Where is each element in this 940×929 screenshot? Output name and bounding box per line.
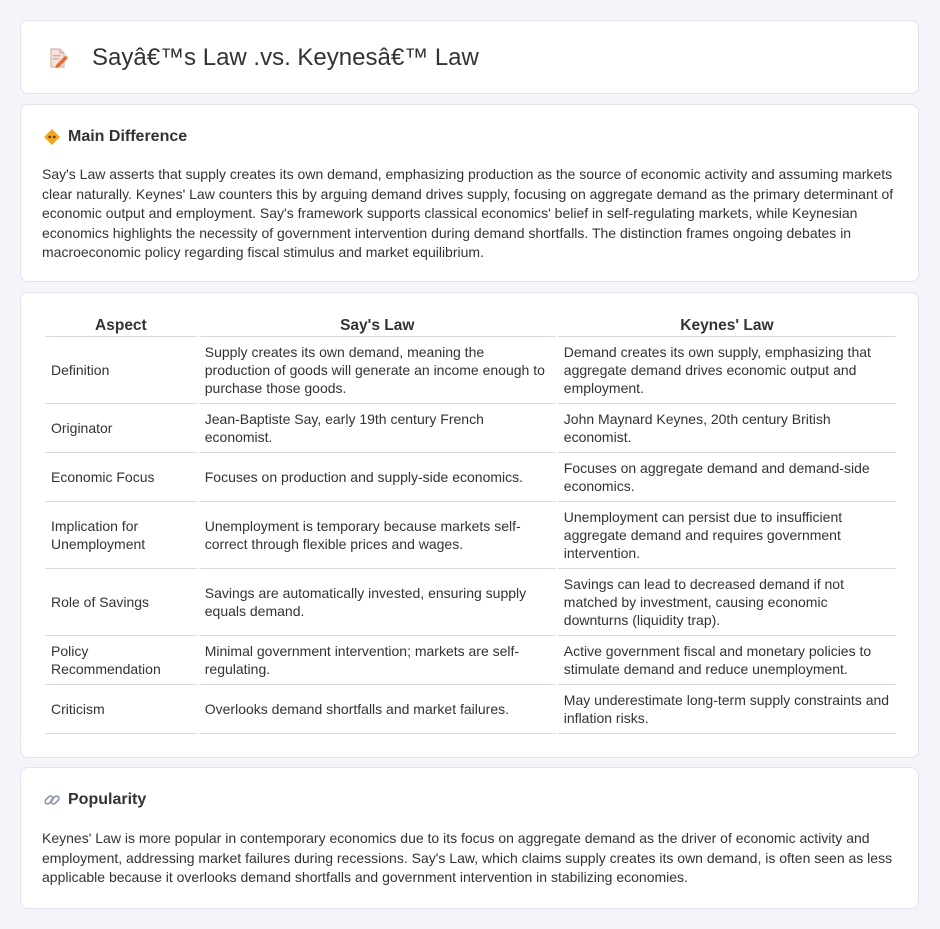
keynes-law-cell: Savings can lead to decreased demand if not matched by investment, causing economic downturns (liquidity trap). xyxy=(558,569,896,636)
aspect-cell: Policy Recommendation xyxy=(45,636,197,685)
header-says-law: Say's Law xyxy=(199,315,556,337)
table-row xyxy=(45,569,896,636)
aspect-cell: Originator xyxy=(45,404,197,453)
keynes-law-cell: May underestimate long-term supply constraints and inflation risks. xyxy=(558,685,896,734)
table-row xyxy=(45,337,896,404)
keynes-law-cell: Unemployment can persist due to insufficient aggregate demand and requires government intervention. xyxy=(558,502,896,569)
aspect-cell: Definition xyxy=(45,337,197,404)
main-difference-heading: Main Difference xyxy=(68,128,188,145)
table-row xyxy=(45,502,896,569)
popularity-header xyxy=(43,790,146,810)
aspect-cell: Role of Savings xyxy=(45,569,197,636)
main-difference-text: Say's Law asserts that supply creates its own demand, emphasizing production as the source of economic activity and assuming markets clear naturally. Keynes' Law counters this by arguing demand drives supply, focusing on aggregate demand as the primary determinant of economic output and employment. Say's framework supports classical economics' belief in self-regulating markets, while Keynesian economics highlights the necessity of government intervention during demand shortfalls. The distinction frames ongoing debates in macroeconomic policy regarding fiscal stimulus and market equilibrium. xyxy=(42,166,894,260)
page-title: Sayâ€™s Law .vs. Keynesâ€™ Law xyxy=(92,44,479,71)
popularity-heading: Popularity xyxy=(68,791,147,808)
table-row xyxy=(45,404,896,453)
says-law-cell: Focuses on production and supply-side economics. xyxy=(199,453,556,502)
says-law-cell: Minimal government intervention; markets are self-regulating. xyxy=(199,636,556,685)
says-law-cell: Jean-Baptiste Say, early 19th century French economist. xyxy=(199,404,556,453)
main-difference-header xyxy=(43,127,187,147)
diamond-icon xyxy=(43,128,61,146)
main-difference-card xyxy=(20,104,919,282)
keynes-law-cell: Demand creates its own supply, emphasizing that aggregate demand drives economic output and employment. xyxy=(558,337,896,404)
table-row xyxy=(45,453,896,502)
header-aspect: Aspect xyxy=(45,315,197,337)
link-icon xyxy=(43,791,61,809)
says-law-cell: Overlooks demand shortfalls and market failures. xyxy=(199,685,556,734)
header-keynes-law: Keynes' Law xyxy=(558,315,896,337)
says-law-cell: Supply creates its own demand, meaning the production of goods will generate an income enough to purchase those goods. xyxy=(199,337,556,404)
document-pencil-icon xyxy=(47,47,69,69)
aspect-cell: Criticism xyxy=(45,685,197,734)
aspect-cell: Economic Focus xyxy=(45,453,197,502)
title-card xyxy=(20,20,919,94)
table-row xyxy=(45,636,896,685)
table-row xyxy=(45,685,896,734)
keynes-law-cell: Active government fiscal and monetary policies to stimulate demand and reduce unemployment. xyxy=(558,636,896,685)
keynes-law-cell: Focuses on aggregate demand and demand-side economics. xyxy=(558,453,896,502)
table-header-row xyxy=(45,315,896,337)
comparison-card xyxy=(20,292,919,758)
says-law-cell: Unemployment is temporary because markets self-correct through flexible prices and wages. xyxy=(199,502,556,569)
keynes-law-cell: John Maynard Keynes, 20th century British economist. xyxy=(558,404,896,453)
says-law-cell: Savings are automatically invested, ensuring supply equals demand. xyxy=(199,569,556,636)
popularity-text: Keynes' Law is more popular in contemporary economics due to its focus on aggregate demand as the driver of economic activity and employment, addressing market failures during recessions. Say's Law, which claims supply creates its own demand, is often seen as less applicable because it overlooks demand shortfalls and government intervention in stabilizing economies. xyxy=(42,830,893,885)
aspect-cell: Implication for Unemployment xyxy=(45,502,197,569)
popularity-card xyxy=(20,767,919,909)
comparison-table xyxy=(43,315,898,734)
